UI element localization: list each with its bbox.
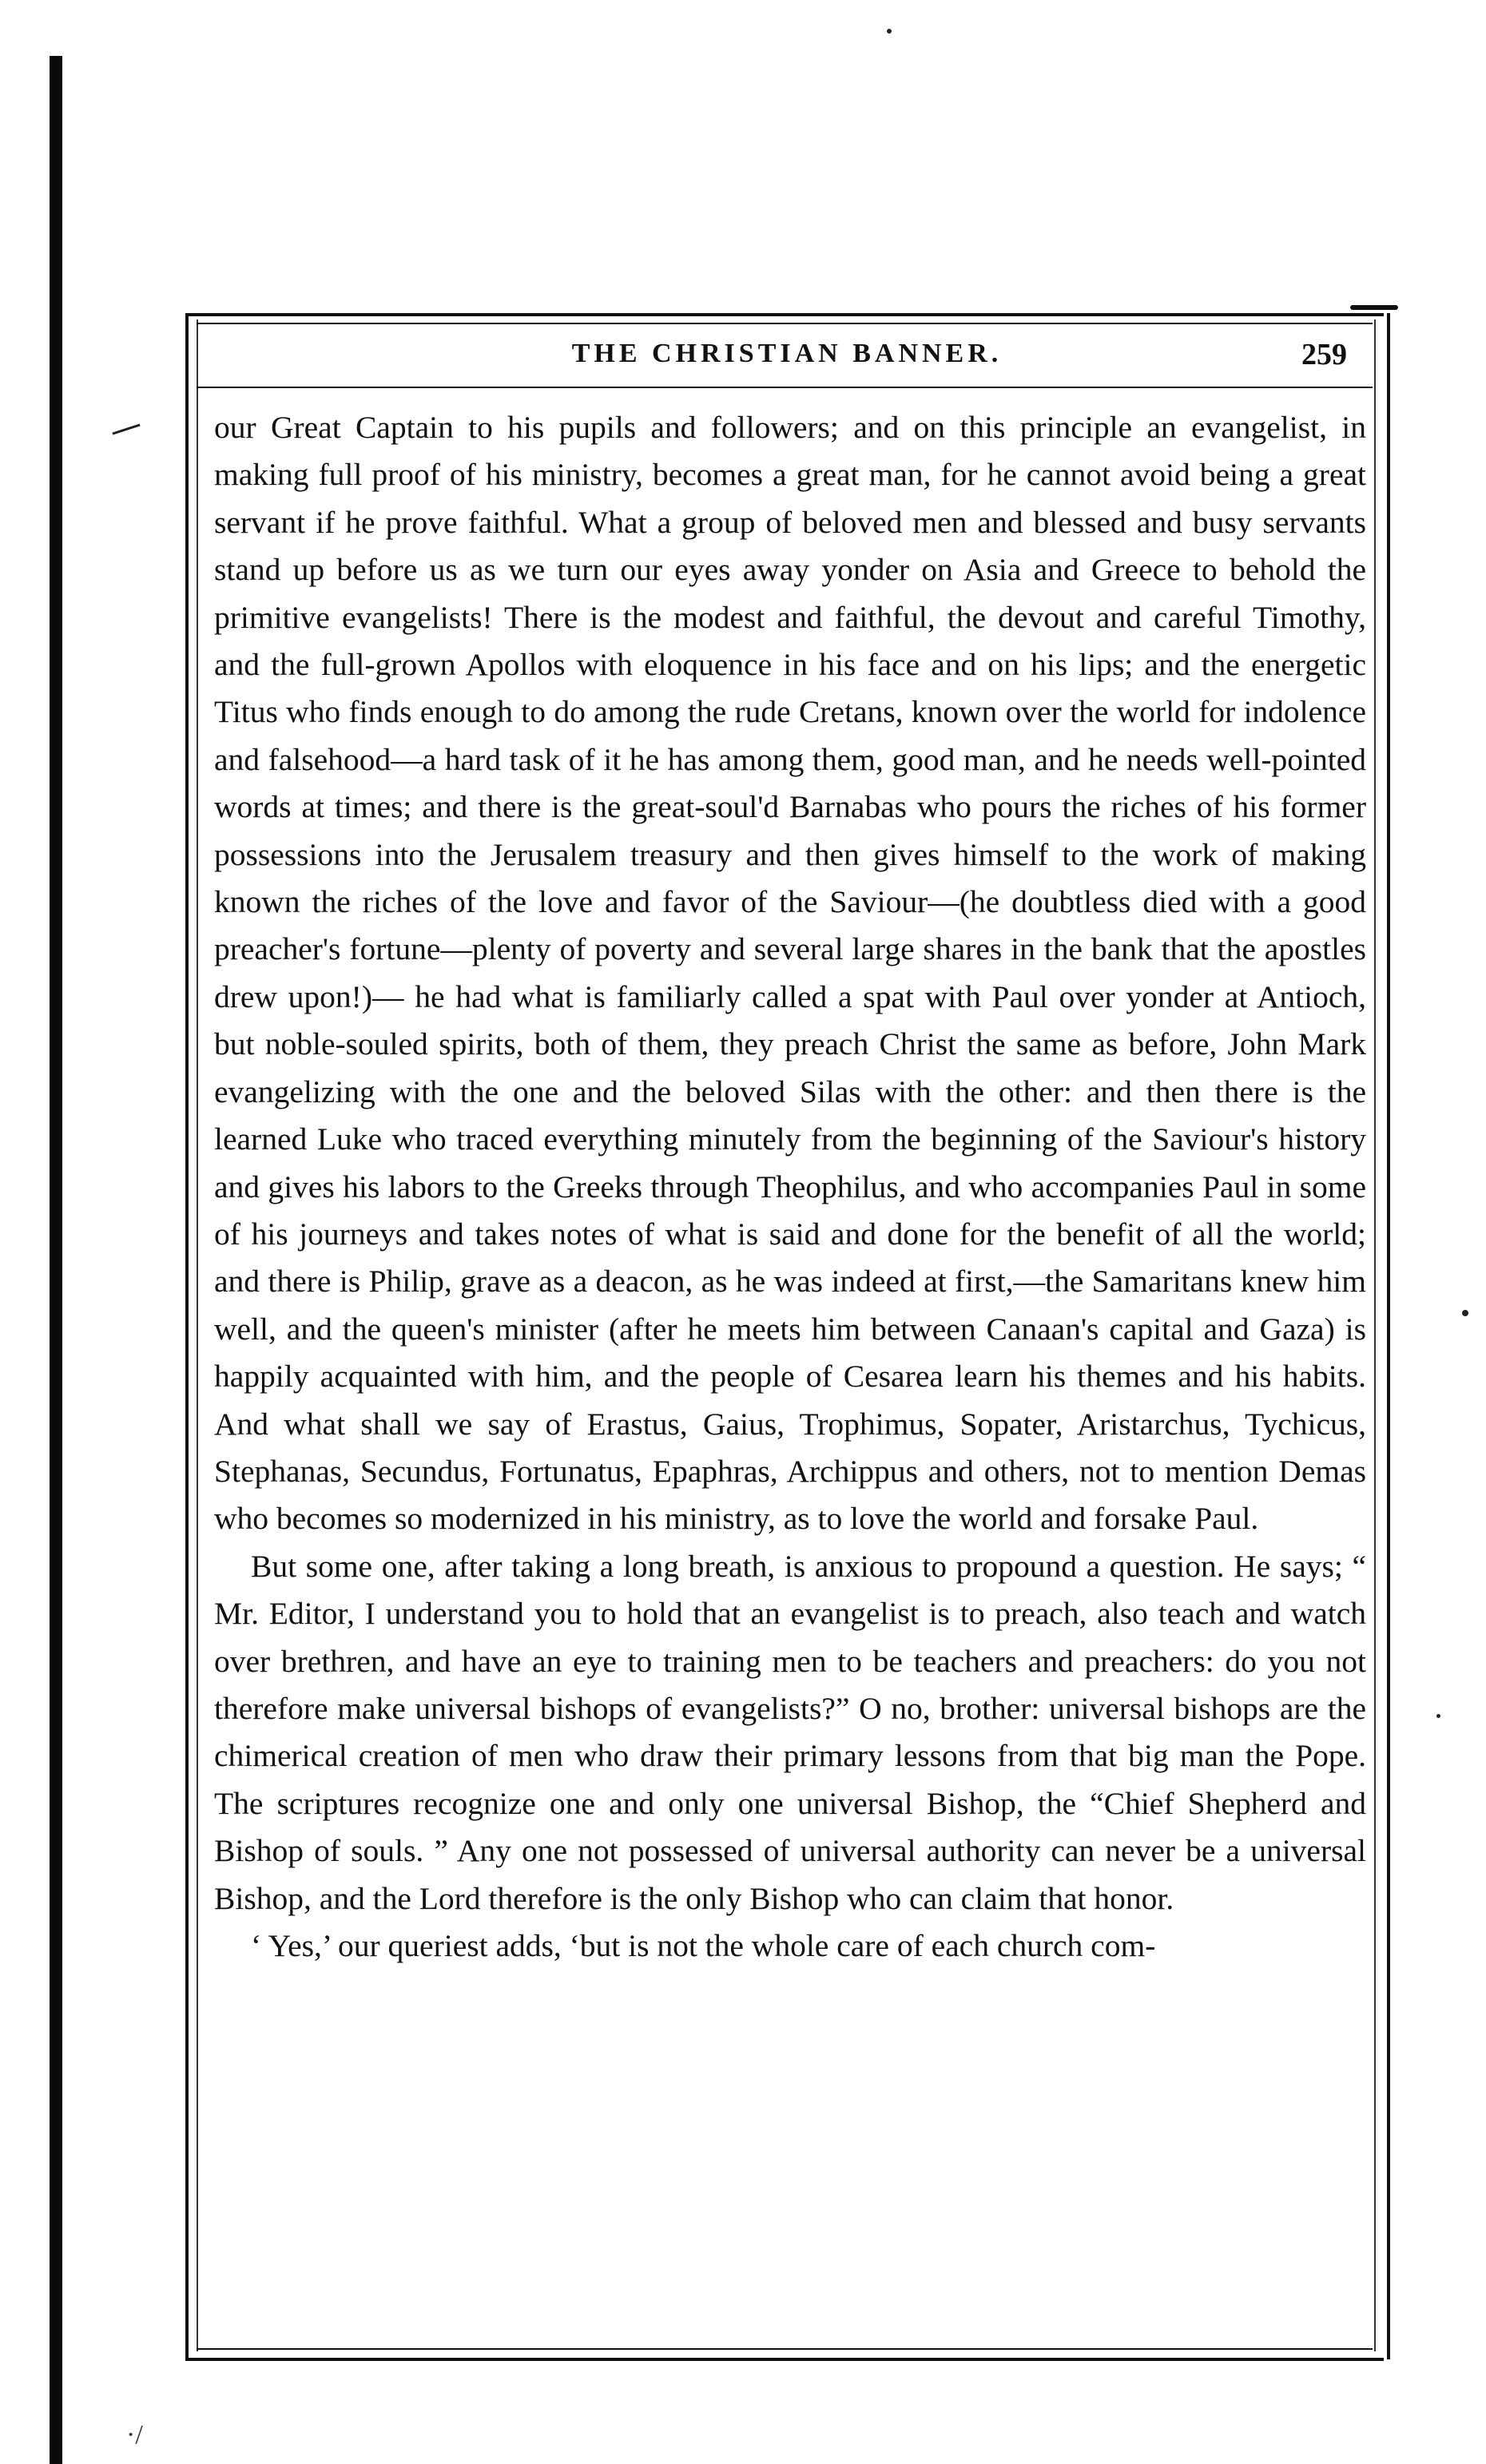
- bottom-rule: [185, 2358, 1384, 2361]
- paragraph-3: ‘ Yes,’ our queriest adds, ‘but is not the whole care of each church com-: [251, 1928, 1156, 1963]
- top-rule: [185, 313, 1384, 316]
- header-rule: [197, 387, 1373, 388]
- ink-speck: [1462, 1310, 1468, 1316]
- margin-mark: [112, 424, 140, 435]
- ink-speck: [887, 29, 892, 34]
- binding-strip: [50, 56, 62, 2464]
- paragraph-1: our Great Captain to his pupils and followers; and on this principle an evangelist, in making full proof of his ministry, becomes a great man, for he cannot avoid being a great servant if he prove faithful. What a group of beloved men and blessed and busy servants stand up before us as we turn our eyes away yonder on Asia and Greece to behold the primitive evangelists! There is the modest and faithful, the devout and careful Timothy, and the full-grown Apollos with eloquence in his face and on his lips; and the energetic Titus who finds enough to do among the rude Cretans, known over the world for indolence and falsehood—a hard task of it he has among them, good man, and he needs well-pointed words at times; and there is the great-soul'd Barnabas who pours the riches of his former possessions into the Jerusalem treasury and then gives himself to the work of making known the riches of the love and favor of the Saviour—(he doubtless died with a good preacher's fortune—plenty of poverty and several large shares in the bank that the apostles drew upon!)— he had what is familiarly called a spat with Paul over yonder at Antioch, but noble-souled spirits, both of them, they preach Christ the same as before, John Mark evangelizing with the one and the beloved Silas with the other: and then there is the learned Luke who traced everything minutely from the beginning of the Saviour's history and gives his labors to the Greeks through Theophilus, and who accompanies Paul in some of his journeys and takes notes of what is said and done for the benefit of all the world; and there is Philip, grave as a deacon, as he was indeed at first,—the Samaritans knew him well, and the queen's minister (after he meets him between Canaan's capital and Gaza) is happily acquainted with him, and the people of Cesarea learn his themes and his habits. And what shall we say of Erastus, Gaius, Trophimus, Sopater, Aristarchus, Tychicus, Stephanas, Secundus, Fortunatus, Epaphras, Archippus and others, not to mention Demas who becomes so modernized in his ministry, as to love the world and forsake Paul.: [214, 410, 1366, 1537]
- corner-mark: [1350, 305, 1398, 310]
- ink-speck: [1436, 1714, 1440, 1718]
- paragraph-2: But some one, after taking a long breath, is anxious to propound a question. He says; “ Mr. Editor, I understand you to hold that an evangelist is to preach, also teach and watch over brethren, and have an eye to training men to be teachers and preachers: do you not therefore make universal bishops of evangelists?” O no, brother: universal bishops are the chimerical creation of men who draw their primary lessons from that big man the Pope. The scriptures recognize one and only one universal Bishop, the “Chief Shepherd and Bishop of souls. ” Any one not possessed of universal authority can never be a universal Bishop, and the Lord therefore is the only Bishop who can claim that honor.: [214, 1548, 1366, 1916]
- bottom-rule-thin: [197, 2348, 1373, 2350]
- foot-scrawl: ·/: [126, 2420, 143, 2450]
- body-text: [214, 404, 1366, 1970]
- page-number: 259: [1301, 338, 1347, 371]
- top-rule-thin: [197, 323, 1373, 324]
- running-header: [208, 335, 1366, 383]
- running-title: THE CHRISTIAN BANNER.: [571, 339, 1003, 368]
